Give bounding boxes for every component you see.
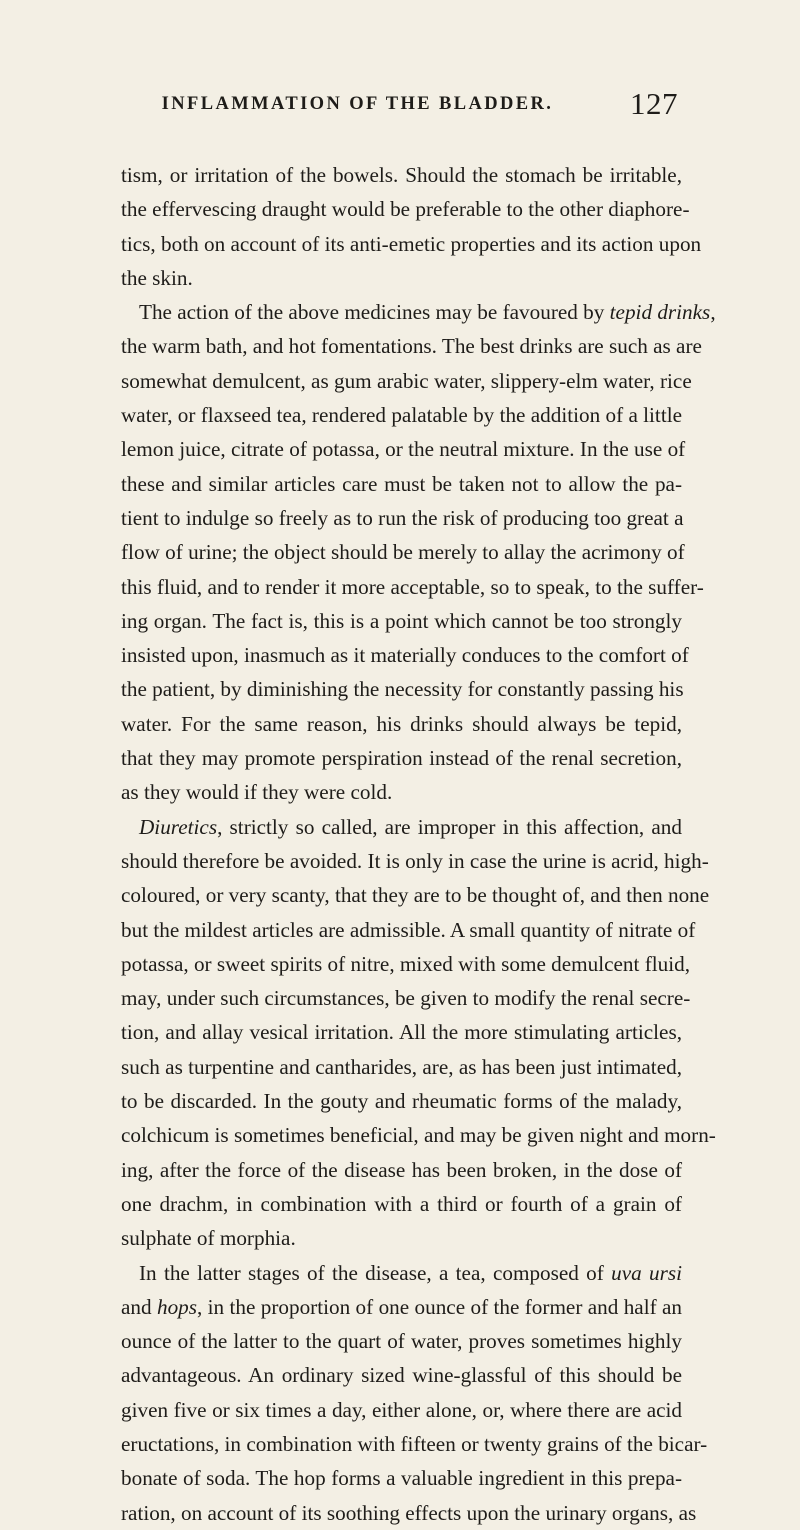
text-line: water, or flaxseed tea, rendered palatable by the addition of a little [121,403,682,428]
text-line: insisted upon, inasmuch as it materially conduces to the comfort of [121,643,689,668]
text-line: bonate of soda. The hop forms a valuable ingredient in this prepa- [121,1466,682,1491]
italic-term: hops [156,1294,197,1319]
text-run: In the latter stages of the disease, a tea, composed of [139,1260,612,1285]
text-line: the warm bath, and hot fomentations. The best drinks are such as are [121,334,702,359]
text-line: the patient, by diminishing the necessity for constantly passing his [121,677,684,702]
italic-term: tepid drinks [609,300,711,325]
text-line: the skin. [121,265,193,290]
italic-term: Diuretics [139,814,218,839]
text-line: lemon juice, citrate of potassa, or the neutral mixture. In the use of [121,437,686,462]
text-line: ration, on account of its soothing effects upon the urinary organs, as [121,1500,697,1525]
text-line: ounce of the latter to the quart of water, proves sometimes highly [121,1329,682,1354]
text-line: ing, after the force of the disease has been broken, in the dose of [121,1157,682,1182]
running-head [120,86,680,126]
text-line: one drachm, in combination with a third or fourth of a grain of [121,1191,682,1216]
text-line: given five or six times a day, either alone, or, where there are acid [121,1397,682,1422]
page-number: 127 [630,86,678,121]
text-line: the effervescing draught would be preferable to the other diaphore- [121,197,690,222]
text-line: tism, or irritation of the bowels. Should the stomach be irritable, [121,163,682,187]
text-line: eructations, in combination with fifteen or twenty grains of the bicar- [121,1431,708,1456]
text-line: to be discarded. In the gouty and rheumatic forms of the malady, [121,1089,682,1114]
text-line: but the mildest articles are admissible. A small quantity of nitrate of [121,917,696,942]
running-title: INFLAMMATION OF THE BLADDER. [161,94,554,114]
text-line: somewhat demulcent, as gum arabic water, slippery-elm water, rice [121,368,692,393]
text-line: flow of urine; the object should be merely to allay the acrimony of [121,540,685,565]
text-line: that they may promote perspiration instead of the renal secretion, [121,746,682,771]
text-run: , [710,300,716,325]
text-line [121,1290,682,1324]
text-line: tics, both on account of its anti-emetic properties and its action upon [121,231,702,256]
text-line [121,810,682,844]
text-run: , strictly so called, are improper in this affection, and [217,814,682,839]
text-line: ing organ. The fact is, this is a point which cannot be too strongly [121,608,682,633]
text-line: this fluid, and to render it more acceptable, so to speak, to the suffer- [121,574,704,599]
text-line: potassa, or sweet spirits of nitre, mixed with some demulcent fluid, [121,951,691,976]
text-line: water. For the same reason, his drinks should always be tepid, [121,711,682,736]
text-run: The action of the above medicines may be favoured by [139,300,610,325]
text-line: coloured, or very scanty, that they are to be thought of, and then none [121,883,710,908]
text-run: and [121,1294,157,1319]
text-run: , in the proportion of one ounce of the former and half an [197,1294,683,1319]
body-text [121,158,716,1530]
text-line: colchicum is sometimes beneficial, and may be given night and morn- [121,1123,716,1148]
text-line: tient to indulge so freely as to run the risk of producing too great a [121,505,684,530]
text-line: advantageous. An ordinary sized wine-glassful of this should be [121,1363,682,1388]
text-line: tion, and allay vesical irritation. All the more stimulating articles, [121,1020,682,1045]
text-line [121,1256,682,1290]
text-line: such as turpentine and cantharides, are, as has been just intimated, [121,1054,682,1079]
text-line: as they would if they were cold. [121,780,393,805]
italic-term: uva ursi [611,1260,683,1285]
text-line: these and similar articles care must be taken not to allow the pa- [121,471,682,496]
text-line: should therefore be avoided. It is only in case the urine is acrid, high- [121,848,709,873]
text-line: may, under such circumstances, be given to modify the renal secre- [121,986,691,1011]
text-line: sulphate of morphia. [121,1226,296,1251]
text-line [121,295,716,329]
